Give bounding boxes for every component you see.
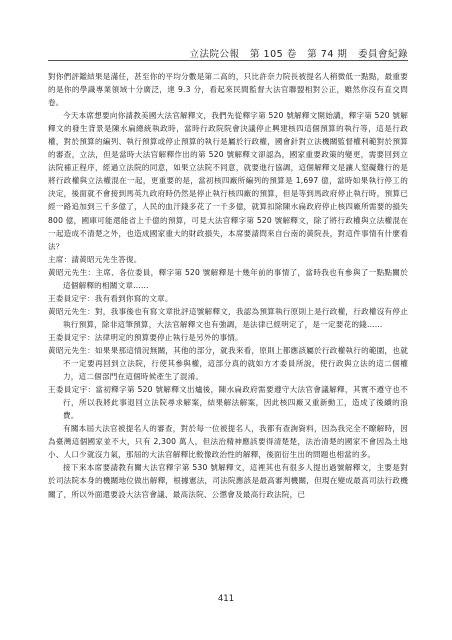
speaker-turn: 黃昭元先生：對，我事後也有寫文章批評這號解釋文，我認為預算執行原則上是行政權，行政權沒有停止執行預算，除非這筆預算，大法官解釋文也有強調，是法律已經明定了，是一定要花的錢…… — [48, 306, 408, 329]
paragraph: 有關本屆大法官被提名人的審查，對於每一位被提名人，我都有查詢資料，因為我完全不瞭解時，因為臺灣這個國家並不大，只有 2,300 萬人，但法治精神應該要得清楚楚，法治清楚的國家不會因為土地小、人口少就沒力氣，那屆的大法官解釋比較像政治性的解釋，後面衍生出的問題也相當的多。 — [48, 424, 408, 460]
issue-number: 第 74 期 — [307, 49, 348, 60]
speaker-turn: 黃昭元先生：主席、各位委員，釋字第 520 號解釋是十幾年前的事情了，當時我也有參與了一點點關於這個解釋的相關文章…… — [48, 267, 408, 290]
speaker-turn: 王委員定宇：我有看到你寫的文章。 — [48, 293, 173, 303]
header-divider — [48, 60, 408, 61]
section-name: 委員會紀錄 — [357, 49, 408, 60]
journal-name: 立法院公報 — [189, 49, 240, 60]
page-header — [189, 46, 408, 60]
page-number: 411 — [217, 594, 235, 604]
speaker-turn: 王委員定宇：法律明定的預算要停止執行是另外的事情。 — [48, 332, 243, 342]
speaker-turn: 王委員定宇：當初釋字第 520 號解釋文出爐後，陳水扁政府需要遵守大法官會議解釋，其實不遵守也不行，所以我將此事退回立法院尋求解案，結果解法解案，因此核四廠又重新動工，造成了後續的浪費。 — [48, 385, 408, 421]
paragraph: 主席：請黃昭元先生答復。 — [48, 254, 142, 264]
paragraph: 對你們評鑑結果是滿任，甚至你的平均分數是第二高的，只比許奈力院長被提名人稍微低一點點，最重要的是你的學識專業領域十分廣泛，達 9.3 分，看起來民間監督大法官聯盟相對公正，雖然你沒有直交問卷。 — [48, 72, 408, 108]
paragraph: 今天本席想要向你請教美國大法官解釋文，我們先從釋字第 520 號解釋文開始講，釋字第 520 號解釋文的發生背景是陳水扁總統執政時，當時行政院院會決議停止興建核四這個預算的執行等，這是行政權，對於預算的編列、執行預算或停止預算的執行是屬於行政權，國會針對立法機關監督權利範對於預算的審查，立法，但是當時大法官解釋作出的第 520 號解釋文卻認為，國家重要政策的變更，需要回到立法院補正程序，經過立法院的同意，如果立法院不同意，就要進行協調，這個解釋文是讓人窒礙難行的是將行政權與立法權混在一起，更重要的是，當初核四廠所編列的預算是 1,697 億，當時如果執行停工的決定，後面就不會接到馬英九政府時仍然是停止執行核四廠的預算，但是等到馬政府停止執行時，預算已經一路追加到三千多億了，人民的血汗錢多花了一千多億，就算扣除陳水扁政府停止核四廠所需要的損失 800 億，國庫可能還能省上千億的預算，可見大法官釋字第 520 號解釋文，除了將行政權與立法權混在一起造成不清楚之外，也造成國家重大的財政損失，本席要請問來自台南的黃院長，對這件事情有什麼看法？ — [48, 111, 408, 251]
volume-number: 第 105 卷 — [250, 49, 297, 60]
transcript-body — [48, 70, 408, 501]
paragraph: 接下來本席要請教有關大法官釋字第 530 號解釋文，這裡其也有很多人提出過號解釋文，主要是對於司法院本身的機關地位做出解釋，根據憲法，司法院應該是最高審判機關，但現在變成最高司法行政機關了，所以外面還要設大法官會議、最高法院、公懲會及最高行政法院，已 — [48, 463, 408, 499]
speaker-turn: 黃昭元先生：如果果那這情況無關，其他的部分，就我來看，原則上都應該屬於行政權執行的範圍，也就不一定要再回到立法院，行使其參與權，這部分真的就如方才委員所說，使行政與立法的這二個權力，這二個部門在這個時候產生了混淆。 — [48, 345, 408, 382]
